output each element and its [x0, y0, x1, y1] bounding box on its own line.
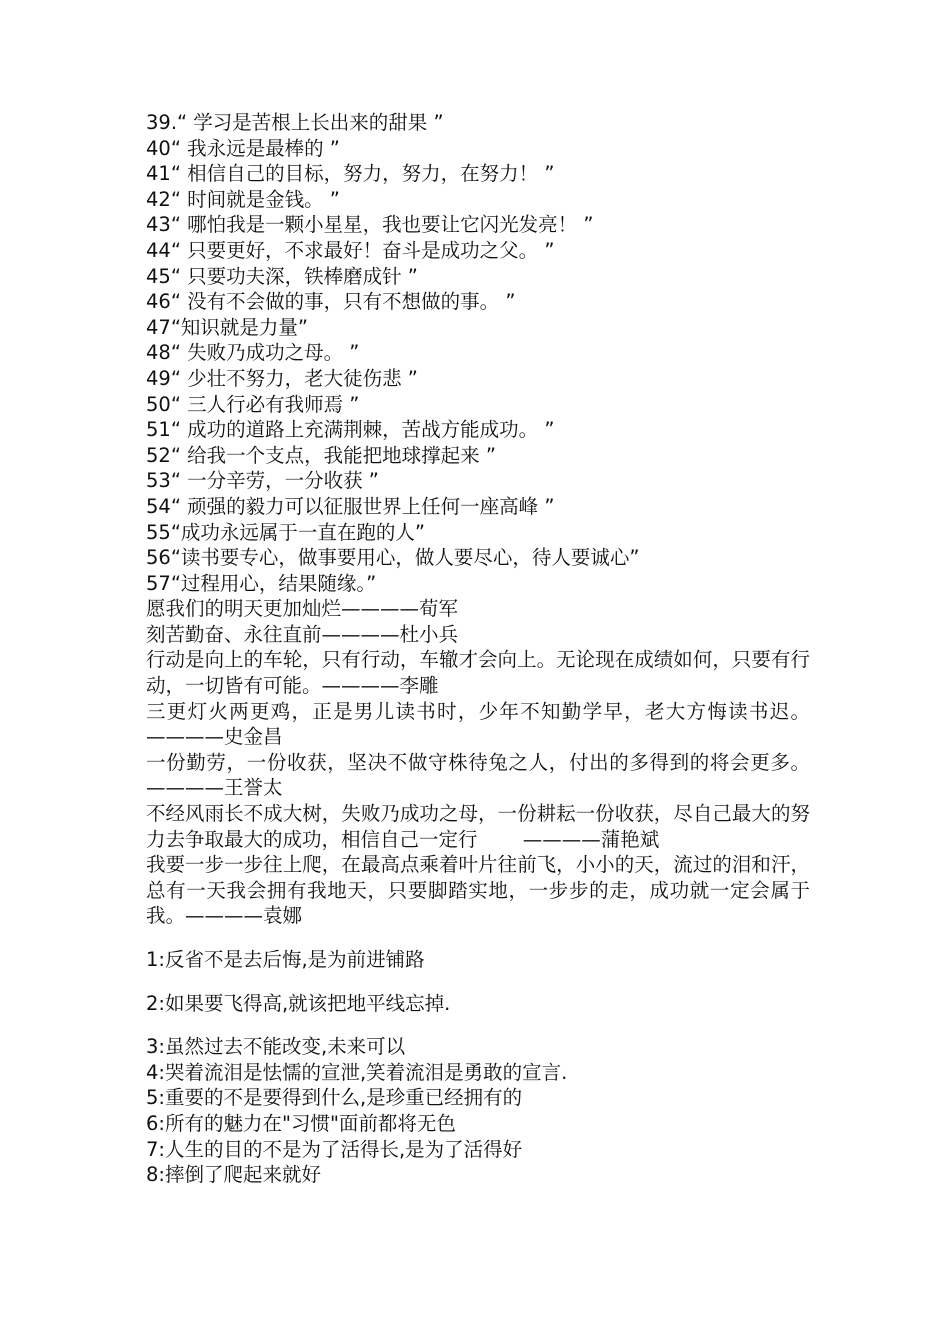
quote-item: 48“ 失败乃成功之母。 ”	[146, 341, 360, 365]
quote-item: 52“ 给我一个支点，我能把地球撑起来 ”	[146, 443, 496, 467]
quote-item: 55“成功永远属于一直在跑的人”	[146, 520, 426, 544]
quote-item: 56“读书要专心，做事要用心，做人要尽心，待人要诚心”	[146, 546, 640, 570]
quote-item: 47“知识就是力量”	[146, 315, 309, 339]
document-page	[146, 110, 810, 1188]
quote-item: 42“ 时间就是金钱。 ”	[146, 187, 340, 211]
quote-item: 39.“ 学习是苦根上长出来的甜果 ”	[146, 111, 444, 134]
quote-item: 51“ 成功的道路上充满荆棘，苦战方能成功。 ”	[146, 418, 555, 442]
saying-item: 4:哭着流泪是怯懦的宣泄,笑着流泪是勇敢的宣言.	[146, 1060, 568, 1084]
wish-paragraph: 我要一步一步往上爬，在最高点乘着叶片往前飞，小小的天，流过的泪和汗，总有一天我会拥有我地天，只要脚踏实地，一步步的走，成功就一定会属于我。————袁娜	[146, 853, 810, 928]
wish-paragraph: 行动是向上的车轮，只有行动，车辙才会向上。无论现在成绩如何，只要有行动，一切皆有可能。————李雕	[146, 648, 810, 698]
wish-paragraph: 愿我们的明天更加灿烂————荀军	[146, 597, 459, 621]
quote-item: 49“ 少壮不努力，老大徒伤悲 ”	[146, 366, 418, 390]
saying-item: 6:所有的魅力在"习惯"面前都将无色	[146, 1111, 456, 1135]
wish-paragraph: 一份勤劳，一份收获，坚决不做守株待兔之人，付出的多得到的将会更多。————王誉太	[146, 750, 810, 800]
section-spacer	[146, 1016, 810, 1034]
section-spacer	[146, 973, 810, 991]
quote-item: 46“ 没有不会做的事，只有不想做的事。 ”	[146, 290, 516, 314]
saying-item: 5:重要的不是要得到什么,是珍重已经拥有的	[146, 1086, 523, 1110]
wish-paragraph: 刻苦勤奋、永往直前————杜小兵	[146, 622, 459, 646]
wish-paragraph: 不经风雨长不成大树，失败乃成功之母，一份耕耘一份收获，尽自己最大的努力去争取最大的成功，相信自己一定行 ————蒲艳斌	[146, 802, 810, 851]
quote-item: 44“ 只要更好，不求最好！奋斗是成功之父。 ”	[146, 238, 555, 262]
saying-item: 1:反省不是去后悔,是为前进铺路	[146, 948, 425, 971]
saying-item: 2:如果要飞得高,就该把地平线忘掉.	[146, 991, 451, 1015]
wish-paragraph: 三更灯火两更鸡，正是男儿读书时，少年不知勤学早，老大方悔读书迟。————史金昌	[146, 699, 810, 749]
quote-item: 50“ 三人行必有我师焉 ”	[146, 392, 360, 416]
saying-item: 7:人生的目的不是为了活得长,是为了活得好	[146, 1137, 523, 1161]
quote-item: 53“ 一分辛劳，一分收获 ”	[146, 469, 379, 493]
quote-item: 43“ 哪怕我是一颗小星星，我也要让它闪光发亮！ ”	[146, 213, 594, 237]
sayings-list	[146, 947, 810, 1188]
quote-item: 45“ 只要功夫深，铁棒磨成针 ”	[146, 264, 418, 288]
quote-item: 57“过程用心，结果随缘。”	[146, 571, 377, 595]
numbered-quotes-list	[146, 110, 810, 596]
saying-item: 3:虽然过去不能改变,未来可以	[146, 1035, 406, 1059]
quote-item: 41“ 相信自己的目标，努力，努力，在努力！ ”	[146, 162, 555, 186]
saying-item: 8:摔倒了爬起来就好	[146, 1163, 321, 1187]
quote-item: 40“ 我永远是最棒的 ”	[146, 136, 340, 160]
student-wishes-list	[146, 596, 810, 929]
quote-item: 54“ 顽强的毅力可以征服世界上任何一座高峰 ”	[146, 494, 555, 518]
section-spacer	[146, 929, 810, 947]
